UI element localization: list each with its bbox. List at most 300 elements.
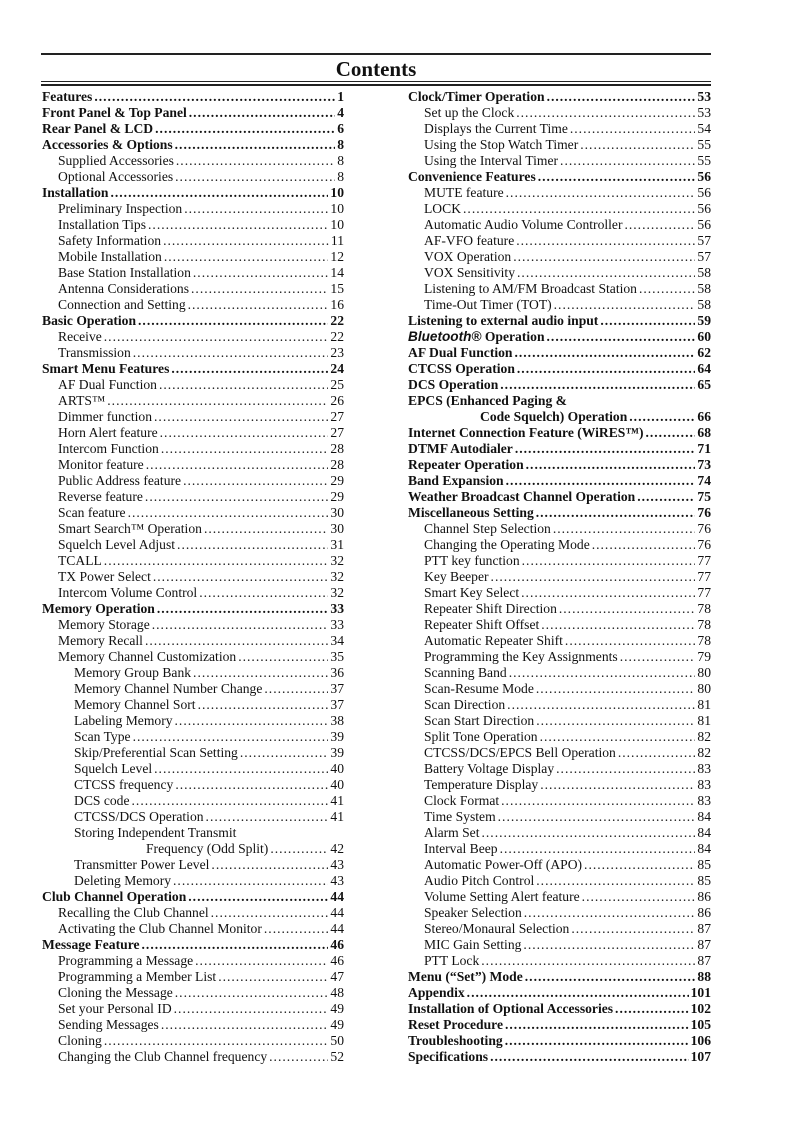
dot-leader (571, 921, 695, 937)
toc-entry[interactable] (408, 137, 711, 153)
toc-entry[interactable] (408, 441, 711, 457)
toc-entry-label: Front Panel & Top Panel (42, 105, 187, 120)
toc-entry[interactable] (42, 105, 344, 121)
toc-page-number: 48 (330, 985, 344, 1000)
toc-entry[interactable] (42, 681, 344, 697)
dot-leader (554, 297, 696, 313)
toc-entry-label: Audio Pitch Control (424, 873, 535, 888)
dot-leader (188, 297, 329, 313)
dot-leader (133, 729, 329, 745)
toc-entry-label: Speaker Selection (424, 905, 522, 920)
dot-leader (175, 137, 336, 153)
toc-entry[interactable] (42, 569, 344, 585)
dot-leader (177, 537, 328, 553)
toc-entry[interactable] (408, 633, 711, 649)
toc-entry[interactable] (42, 905, 344, 921)
toc-page-number: 107 (690, 1049, 711, 1064)
toc-entry[interactable] (408, 681, 711, 697)
toc-page-number: 84 (697, 841, 711, 856)
toc-entry[interactable] (42, 297, 344, 313)
toc-entry-label: Accessories & Options (42, 137, 173, 152)
toc-page-number: 80 (697, 681, 711, 696)
toc-entry[interactable] (408, 345, 711, 361)
dot-leader (176, 153, 335, 169)
toc-entry[interactable] (42, 761, 344, 777)
toc-entry[interactable] (408, 489, 711, 505)
toc-page-number: 30 (330, 521, 344, 536)
toc-entry[interactable] (408, 841, 711, 857)
toc-entry-label: Programming a Message (58, 953, 194, 968)
toc-entry-label: Using the Interval Timer (424, 153, 559, 168)
toc-entry[interactable] (408, 777, 711, 793)
dot-leader (238, 649, 328, 665)
toc-entry[interactable] (42, 345, 344, 361)
dot-leader (148, 217, 328, 233)
toc-entry-label: Alarm Set (424, 825, 480, 840)
toc-page-number: 82 (697, 745, 711, 760)
toc-entry-label: Displays the Current Time (424, 121, 568, 136)
toc-entry[interactable] (408, 937, 711, 953)
dot-leader (629, 409, 695, 425)
toc-entry[interactable] (408, 217, 711, 233)
toc-entry[interactable] (42, 713, 344, 729)
toc-entry[interactable] (408, 169, 711, 185)
toc-entry[interactable] (42, 633, 344, 649)
toc-entry[interactable] (408, 1049, 711, 1065)
toc-page-number: 47 (330, 969, 344, 984)
toc-page-number: 62 (697, 345, 711, 360)
toc-page-number: 81 (697, 713, 711, 728)
toc-entry[interactable] (42, 201, 344, 217)
toc-entry[interactable] (42, 777, 344, 793)
toc-entry[interactable] (408, 377, 711, 393)
dot-leader (580, 137, 695, 153)
toc-entry-label: Smart Search™ Operation (58, 521, 202, 536)
toc-entry[interactable] (42, 457, 344, 473)
toc-entry[interactable] (408, 921, 711, 937)
toc-entry[interactable] (408, 265, 711, 281)
toc-entry[interactable] (42, 313, 344, 329)
toc-entry[interactable] (408, 713, 711, 729)
toc-page-number: 85 (697, 873, 711, 888)
toc-entry-label: Installation (42, 185, 109, 200)
dot-leader (521, 585, 695, 601)
toc-entry[interactable] (42, 121, 344, 137)
toc-page-number: 42 (330, 841, 344, 856)
toc-entry[interactable] (408, 601, 711, 617)
toc-page-number: 65 (697, 377, 711, 392)
toc-entry[interactable] (408, 569, 711, 585)
toc-entry-label: Programming the Key Assignments (424, 649, 618, 664)
toc-entry[interactable] (42, 233, 344, 249)
toc-page-number: 60 (697, 329, 711, 344)
toc-page-number: 28 (330, 441, 344, 456)
toc-entry[interactable] (42, 697, 344, 713)
toc-page-number: 14 (330, 265, 344, 280)
dot-leader (128, 505, 329, 521)
toc-entry-label: LOCK (424, 201, 462, 216)
toc-entry[interactable] (42, 809, 344, 825)
toc-entry[interactable] (42, 969, 344, 985)
toc-entry[interactable] (408, 185, 711, 201)
toc-page-number: 56 (697, 217, 711, 232)
dot-leader (154, 761, 328, 777)
toc-entry[interactable] (408, 233, 711, 249)
dot-leader (637, 489, 695, 505)
toc-entry[interactable] (42, 1017, 344, 1033)
dot-leader (645, 425, 695, 441)
dot-leader (498, 809, 696, 825)
toc-entry[interactable] (408, 857, 711, 873)
toc-entry[interactable] (408, 1033, 711, 1049)
toc-page-number: 31 (330, 537, 344, 552)
dot-leader (175, 169, 335, 185)
toc-entry-label: Specifications (408, 1049, 489, 1064)
toc-entry-label: Convenience Features (408, 169, 536, 184)
toc-entry-label: Supplied Accessories (58, 153, 174, 168)
dot-leader (506, 473, 696, 489)
toc-entry[interactable] (408, 201, 711, 217)
toc-entry[interactable] (42, 841, 344, 857)
toc-entry[interactable] (42, 329, 344, 345)
toc-entry[interactable] (42, 921, 344, 937)
dot-leader (153, 569, 329, 585)
toc-entry-label: Connection and Setting (58, 297, 186, 312)
toc-entry[interactable] (408, 1017, 711, 1033)
dot-leader (522, 553, 696, 569)
toc-entry-label: Menu (“Set”) Mode (408, 969, 523, 984)
toc-entry-label: Temperature Display (424, 777, 539, 792)
toc-entry[interactable] (42, 505, 344, 521)
toc-entry[interactable] (42, 793, 344, 809)
toc-entry-label: Internet Connection Feature (WiRES™) (408, 425, 644, 440)
dot-leader (570, 121, 696, 137)
toc-entry[interactable] (408, 153, 711, 169)
toc-page-number: 105 (690, 1017, 711, 1032)
dot-leader (536, 713, 695, 729)
toc-entry-label: Changing the Club Channel frequency (58, 1049, 268, 1064)
toc-page-number: 11 (330, 233, 344, 248)
toc-entry-label: Memory Recall (58, 633, 143, 648)
toc-entry-label: Activating the Club Channel Monitor (58, 921, 262, 936)
toc-entry[interactable] (42, 409, 344, 425)
toc-entry[interactable] (408, 1001, 711, 1017)
toc-page-number: 33 (330, 601, 344, 616)
dot-leader (161, 1017, 329, 1033)
dot-leader (536, 505, 696, 521)
toc-entry[interactable] (408, 521, 711, 537)
toc-entry[interactable] (408, 873, 711, 889)
dot-leader (624, 217, 695, 233)
toc-entry-label: AF Dual Function (408, 345, 513, 360)
toc-entry[interactable] (408, 585, 711, 601)
dot-leader (174, 1001, 329, 1017)
toc-entry-label: Channel Step Selection (424, 521, 551, 536)
dot-leader (195, 953, 328, 969)
dot-leader (547, 329, 696, 345)
toc-page-number: 55 (697, 137, 711, 152)
toc-entry[interactable] (42, 265, 344, 281)
toc-entry[interactable] (408, 409, 711, 425)
toc-entry[interactable] (42, 937, 344, 953)
toc-entry-label: DCS Operation (408, 377, 499, 392)
toc-entry[interactable] (408, 617, 711, 633)
toc-entry[interactable] (408, 457, 711, 473)
toc-entry[interactable] (408, 249, 711, 265)
toc-entry-label: Installation of Optional Accessories (408, 1001, 614, 1016)
toc-page-number: 29 (330, 473, 344, 488)
toc-entry[interactable] (42, 1049, 344, 1065)
toc-entry[interactable] (408, 665, 711, 681)
toc-entry-label: PTT Lock (424, 953, 480, 968)
toc-entry[interactable] (42, 249, 344, 265)
toc-entry-label: Recalling the Club Channel (58, 905, 209, 920)
toc-entry[interactable] (408, 985, 711, 1001)
toc-entry-continued[interactable] (42, 825, 344, 841)
toc-entry-label: Smart Menu Features (42, 361, 170, 376)
toc-entry-label: Cloning (58, 1033, 102, 1048)
toc-entry-label: Reset Procedure (408, 1017, 503, 1032)
toc-entry[interactable] (42, 649, 344, 665)
dot-leader (160, 425, 329, 441)
toc-page-number: 22 (330, 313, 344, 328)
toc-entry[interactable] (408, 505, 711, 521)
toc-page-number: 33 (330, 617, 344, 632)
toc-page-number: 22 (330, 329, 344, 344)
toc-entry[interactable] (42, 281, 344, 297)
toc-page-number: 66 (697, 409, 711, 424)
toc-entry[interactable] (42, 873, 344, 889)
dot-leader (145, 489, 328, 505)
top-rule (41, 53, 711, 55)
toc-page-number: 44 (330, 889, 344, 904)
toc-page-number: 27 (330, 409, 344, 424)
toc-entry[interactable] (42, 889, 344, 905)
toc-entry[interactable] (408, 697, 711, 713)
toc-entry[interactable] (42, 473, 344, 489)
toc-page-number: 8 (337, 169, 344, 184)
toc-entry[interactable] (408, 281, 711, 297)
dot-leader (270, 841, 328, 857)
toc-entry[interactable] (42, 153, 344, 169)
toc-entry[interactable] (408, 825, 711, 841)
toc-entry-label: Interval Beep (424, 841, 498, 856)
toc-page-number: 50 (330, 1033, 344, 1048)
toc-entry[interactable] (42, 489, 344, 505)
toc-entry[interactable] (42, 953, 344, 969)
toc-entry-continued[interactable] (408, 393, 711, 409)
toc-page-number: 84 (697, 809, 711, 824)
toc-page-number: 80 (697, 665, 711, 680)
toc-page-number: 74 (697, 473, 711, 488)
dot-leader (132, 793, 329, 809)
toc-page-number: 101 (690, 985, 711, 1000)
toc-entry[interactable] (42, 585, 344, 601)
toc-entry-label: Band Expansion (408, 473, 504, 488)
toc-entry[interactable] (408, 761, 711, 777)
toc-page-number: 78 (697, 633, 711, 648)
toc-entry-label: Changing the Operating Mode (424, 537, 590, 552)
toc-entry[interactable] (42, 377, 344, 393)
toc-entry[interactable] (42, 169, 344, 185)
dot-leader (191, 281, 328, 297)
toc-page-number: 40 (330, 761, 344, 776)
toc-page-number: 40 (330, 777, 344, 792)
toc-entry[interactable] (42, 665, 344, 681)
toc-entry-label: MUTE feature (424, 185, 504, 200)
toc-entry[interactable] (408, 729, 711, 745)
toc-page-number: 34 (330, 633, 344, 648)
toc-entry-label: Scan-Resume Mode (424, 681, 534, 696)
toc-entry[interactable] (408, 473, 711, 489)
toc-entry[interactable] (42, 985, 344, 1001)
toc-page-number: 82 (697, 729, 711, 744)
toc-page-number: 56 (697, 201, 711, 216)
toc-entry[interactable] (408, 537, 711, 553)
dot-leader (536, 681, 696, 697)
toc-entry[interactable] (42, 601, 344, 617)
toc-entry-label: Listening to AM/FM Broadcast Station (424, 281, 637, 296)
dot-leader (517, 265, 695, 281)
dot-leader (501, 793, 695, 809)
toc-entry-label: CTCSS Operation (408, 361, 515, 376)
page-title: Contents (335, 57, 417, 81)
dot-leader (618, 745, 696, 761)
dot-leader (505, 1033, 689, 1049)
toc-entry[interactable] (408, 89, 711, 105)
dot-leader (524, 905, 696, 921)
toc-page-number: 58 (697, 297, 711, 312)
toc-page-number: 39 (330, 729, 344, 744)
toc-page-number: 44 (330, 905, 344, 920)
toc-entry[interactable] (408, 905, 711, 921)
toc-page-number: 38 (330, 713, 344, 728)
toc-entry[interactable] (42, 745, 344, 761)
toc-entry[interactable] (408, 361, 711, 377)
toc-entry[interactable] (408, 553, 711, 569)
toc-entry[interactable] (408, 329, 711, 345)
toc-page-number: 76 (697, 505, 711, 520)
toc-page-number: 86 (697, 905, 711, 920)
toc-page-number: 15 (330, 281, 344, 296)
toc-right-column (408, 89, 711, 1065)
dot-leader (592, 537, 696, 553)
toc-entry-label: Time System (424, 809, 496, 824)
toc-entry-label: Programming a Member List (58, 969, 217, 984)
toc-entry-label: Frequency (Odd Split) (146, 841, 269, 856)
dot-leader (104, 1033, 329, 1049)
toc-entry[interactable] (42, 361, 344, 377)
toc-entry[interactable] (42, 729, 344, 745)
toc-entry[interactable] (42, 137, 344, 153)
toc-entry-label: Automatic Power-Off (APO) (424, 857, 583, 872)
toc-entry-label: Message Feature (42, 937, 140, 952)
toc-entry-label: Code Squelch) Operation (480, 409, 628, 424)
toc-entry-label: Horn Alert feature (58, 425, 158, 440)
toc-entry[interactable] (42, 425, 344, 441)
toc-entry[interactable] (408, 105, 711, 121)
dot-leader (154, 409, 328, 425)
dot-leader (491, 569, 696, 585)
toc-entry-label: Stereo/Monaural Selection (424, 921, 570, 936)
dot-leader (198, 697, 329, 713)
toc-entry[interactable] (42, 217, 344, 233)
toc-entry[interactable] (42, 521, 344, 537)
dot-leader (509, 665, 696, 681)
toc-entry-label: Skip/Preferential Scan Setting (74, 745, 238, 760)
toc-entry[interactable] (42, 89, 344, 105)
toc-entry[interactable] (408, 745, 711, 761)
toc-page-number: 102 (690, 1001, 711, 1016)
toc-entry[interactable] (42, 1001, 344, 1017)
dot-leader (211, 857, 328, 873)
toc-entry[interactable] (42, 185, 344, 201)
toc-entry[interactable] (408, 793, 711, 809)
toc-entry-label: Installation Tips (58, 217, 147, 232)
toc-entry[interactable] (42, 857, 344, 873)
toc-entry-label: MIC Gain Setting (424, 937, 522, 952)
toc-page-number: 37 (330, 697, 344, 712)
toc-entry[interactable] (408, 889, 711, 905)
toc-entry-label: Basic Operation (42, 313, 137, 328)
dot-leader (500, 377, 695, 393)
toc-entry[interactable] (42, 553, 344, 569)
dot-leader (481, 953, 695, 969)
toc-entry-label: Set up the Clock (424, 105, 515, 120)
dot-leader (639, 281, 695, 297)
toc-entry[interactable] (42, 617, 344, 633)
toc-entry-label: PTT key function (424, 553, 520, 568)
toc-page-number: 77 (697, 585, 711, 600)
toc-entry-label: Smart Key Select (424, 585, 520, 600)
dot-leader (538, 169, 696, 185)
toc-entry[interactable] (408, 953, 711, 969)
toc-entry[interactable] (408, 121, 711, 137)
toc-entry[interactable] (408, 297, 711, 313)
toc-entry-label: Antenna Considerations (58, 281, 190, 296)
dot-leader (523, 937, 695, 953)
toc-entry[interactable] (42, 393, 344, 409)
toc-entry[interactable] (408, 313, 711, 329)
toc-page-number: 36 (330, 665, 344, 680)
dot-leader (188, 889, 328, 905)
toc-entry[interactable] (408, 649, 711, 665)
toc-page-number: 10 (330, 201, 344, 216)
toc-page-number: 10 (330, 185, 344, 200)
toc-page-number: 32 (330, 569, 344, 584)
toc-entry[interactable] (42, 1033, 344, 1049)
toc-entry-label: Base Station Installation (58, 265, 191, 280)
dot-leader (133, 345, 329, 361)
toc-entry-label: Key Beeper (424, 569, 489, 584)
dot-leader (565, 633, 695, 649)
toc-page-number: 49 (330, 1017, 344, 1032)
toc-page-number: 41 (330, 809, 344, 824)
toc-page-number: 57 (697, 249, 711, 264)
toc-entry[interactable] (408, 969, 711, 985)
toc-entry-label: Monitor feature (58, 457, 144, 472)
toc-entry-label: Receive (58, 329, 102, 344)
toc-entry-label: VOX Operation (424, 249, 512, 264)
toc-entry[interactable] (42, 441, 344, 457)
dot-leader (264, 681, 328, 697)
toc-entry[interactable] (408, 809, 711, 825)
toc-page-number: 87 (697, 921, 711, 936)
toc-entry-label: Automatic Audio Volume Controller (424, 217, 623, 232)
toc-entry-label: Repeater Operation (408, 457, 524, 472)
toc-entry[interactable] (408, 425, 711, 441)
toc-entry[interactable] (42, 537, 344, 553)
